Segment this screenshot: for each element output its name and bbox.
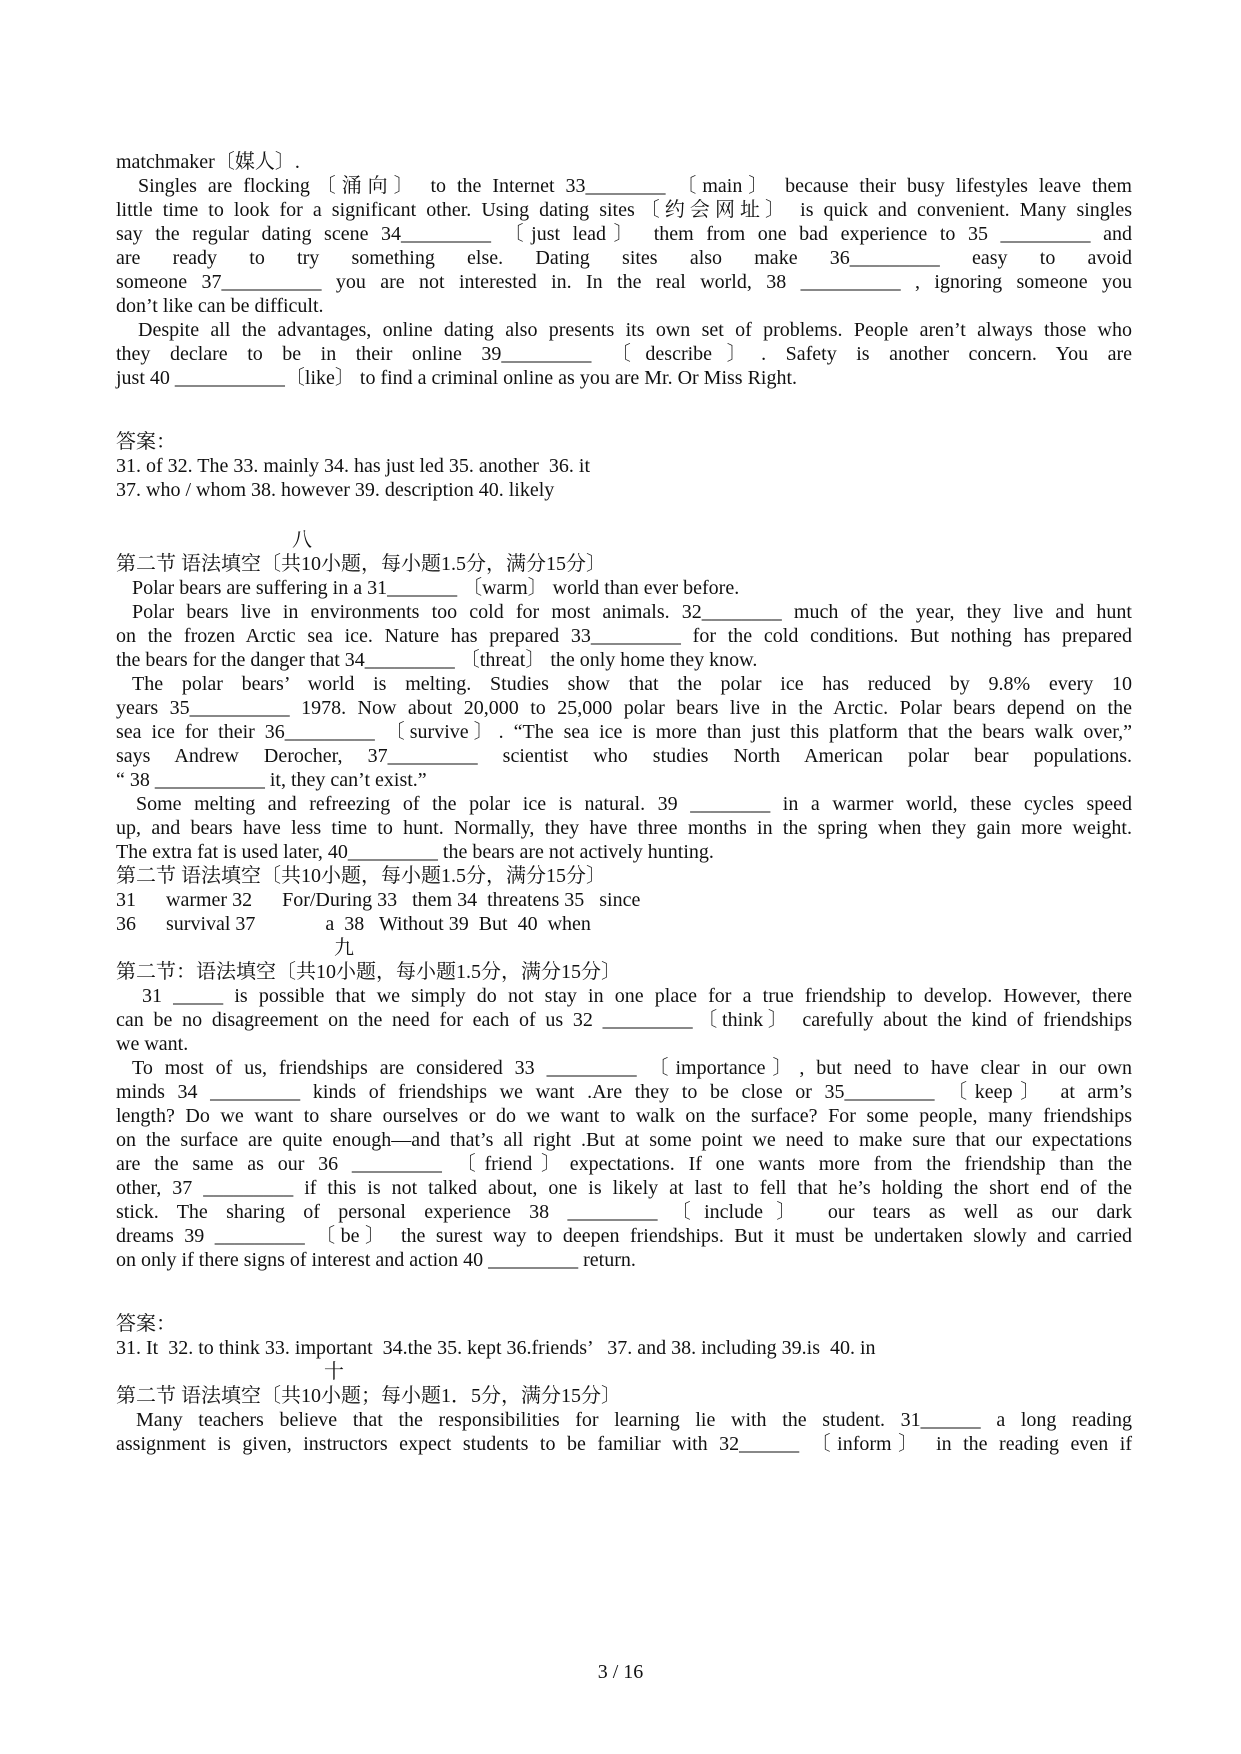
section-mark: 九: [334, 937, 354, 959]
section-heading: 第二节：语法填空〔共10小题，每小题1.5分，满分15分〕: [116, 961, 621, 983]
answer-line: 37. who / whom 38. however 39. description 40. likely: [116, 479, 555, 501]
answer-label: 答案：: [116, 1313, 176, 1335]
section-mark: 八: [292, 529, 312, 551]
text-line: Polar bears live in environments too cold for most animals. 32________ much of the year, they live and hunt: [132, 601, 1132, 623]
text-line: don’t like can be difficult.: [116, 295, 324, 317]
text-line: 31 _____ is possible that we simply do not stay in one place for a true friendship to develop. However, there: [142, 985, 1132, 1007]
text-line: assignment is given, instructors expect students to be familiar with 32______ 〔inform〕 in the reading even if: [116, 1433, 1132, 1455]
text-line: can be no disagreement on the need for each of us 32 _________〔think〕 carefully about the kind of friendships: [116, 1009, 1132, 1031]
answer-line: 31. of 32. The 33. mainly 34. has just led 35. another 36. it: [116, 455, 591, 477]
paragraph-singles: [116, 174, 1132, 318]
section-heading: 第二节 语法填空〔共10小题；每小题1．5分，满分15分〕: [116, 1385, 621, 1407]
text-line: we want.: [116, 1033, 189, 1055]
text-line: dreams 39 _________ 〔be〕 the surest way to deepen friendships. But it must be undertaken slowly and carried: [116, 1225, 1132, 1247]
text-line: someone 37__________ you are not interested in. In the real world, 38 __________ , ignoring someone you: [116, 271, 1132, 293]
text-line: on the surface are quite enough—and that’s all right .But at some point we need to make sure that our expectations: [116, 1129, 1132, 1151]
answer-line: 31. It 32. to think 33. important 34.the 35. kept 36.friends’ 37. and 38. including 39.is 40. in: [116, 1337, 876, 1359]
text-line: says Andrew Derocher, 37_________ scientist who studies North American polar bear populations.: [116, 745, 1132, 767]
text-line: say the regular dating scene 34_________ 〔just lead〕 them from one bad experience to 35 _________ and: [116, 223, 1132, 245]
text-line: they declare to be in their online 39_________ 〔describe〕. Safety is another concern. You are: [116, 343, 1132, 365]
answer-line: 36 survival 37 a 38 Without 39 But 40 when: [116, 913, 591, 935]
section-heading: 第二节 语法填空〔共10小题，每小题1.5分，满分15分〕: [116, 553, 606, 575]
text-line: matchmaker〔媒人〕.: [116, 151, 300, 173]
paragraph-despite: [116, 318, 1132, 390]
text-line: stick. The sharing of personal experience 38 _________〔include〕 our tears as well as our dark: [116, 1201, 1132, 1223]
text-line: minds 34 _________ kinds of friendships we want .Are they to be close or 35_________ 〔keep〕 at arm’s: [116, 1081, 1132, 1103]
text-line: The extra fat is used later, 40_________ the bears are not actively hunting.: [116, 841, 714, 863]
answer-heading: 第二节 语法填空〔共10小题，每小题1.5分，满分15分〕: [116, 865, 606, 887]
text-line: on the frozen Arctic sea ice. Nature has prepared 33_________ for the cold conditions. But nothing has prepared: [116, 625, 1132, 647]
text-line: sea ice for their 36_________ 〔survive〕. “The sea ice is more than just this platform that the bears walk over,”: [116, 721, 1132, 743]
document-page: [116, 150, 1132, 1456]
text-line: Singles are flocking〔涌向〕 to the Internet 33________ 〔main〕 because their busy lifestyles leave them: [138, 175, 1132, 197]
text-line: little time to look for a significant other. Using dating sites〔约会网址〕 is quick and convenient. Many singles: [116, 199, 1132, 221]
answer-label: 答案：: [116, 431, 176, 453]
text-line: are the same as our 36 _________ 〔friend〕expectations. If one wants more from the friendship than the: [116, 1153, 1132, 1175]
answer-line: 31 warmer 32 For/During 33 them 34 threatens 35 since: [116, 889, 641, 911]
text-line: “ 38 ___________ it, they can’t exist.”: [116, 769, 427, 791]
text-line: just 40 ___________〔like〕 to find a criminal online as you are Mr. Or Miss Right.: [116, 367, 798, 389]
text-line: Many teachers believe that the responsibilities for learning lie with the student. 31______ a long reading: [136, 1409, 1132, 1431]
text-line: length? Do we want to share ourselves or do we want to walk on the surface? For some people, many friendships: [116, 1105, 1132, 1127]
paragraph-friendship-2: [116, 1056, 1132, 1272]
text-line: Despite all the advantages, online dating also presents its own set of problems. People aren’t always those who: [138, 319, 1132, 341]
text-line: the bears for the danger that 34_________ 〔threat〕 the only home they know.: [116, 649, 758, 671]
text-line: on only if there signs of interest and action 40 _________ return.: [116, 1249, 636, 1271]
paragraph-polar-3: [116, 792, 1132, 864]
text-line: years 35__________ 1978. Now about 20,000 to 25,000 polar bears live in the Arctic. Polar bears depend on the: [116, 697, 1132, 719]
text-line: Some melting and refreezing of the polar ice is natural. 39 ________ in a warmer world, these cycles speed: [136, 793, 1132, 815]
text-line: other, 37 _________ if this is not talked about, one is likely at last to fell that he’s holding the short end of the: [116, 1177, 1132, 1199]
text-line: Polar bears are suffering in a 31_______ 〔warm〕 world than ever before.: [132, 577, 740, 599]
section-mark: 十: [324, 1361, 344, 1383]
paragraph-friendship-1: [116, 984, 1132, 1056]
paragraph-polar-1: [116, 600, 1132, 672]
paragraph-teachers: [116, 1408, 1132, 1456]
text-line: The polar bears’ world is melting. Studies show that the polar ice has reduced by 9.8% every 10: [132, 673, 1132, 695]
text-line: up, and bears have less time to hunt. Normally, they have three months in the spring when they gain more weight.: [116, 817, 1132, 839]
page-number: 3 / 16: [597, 1661, 644, 1683]
text-line: are ready to try something else. Dating sites also make 36_________ easy to avoid: [116, 247, 1132, 269]
text-line: To most of us, friendships are considered 33 _________ 〔importance〕, but need to have clear in our own: [132, 1057, 1132, 1079]
paragraph-polar-2: [116, 672, 1132, 792]
